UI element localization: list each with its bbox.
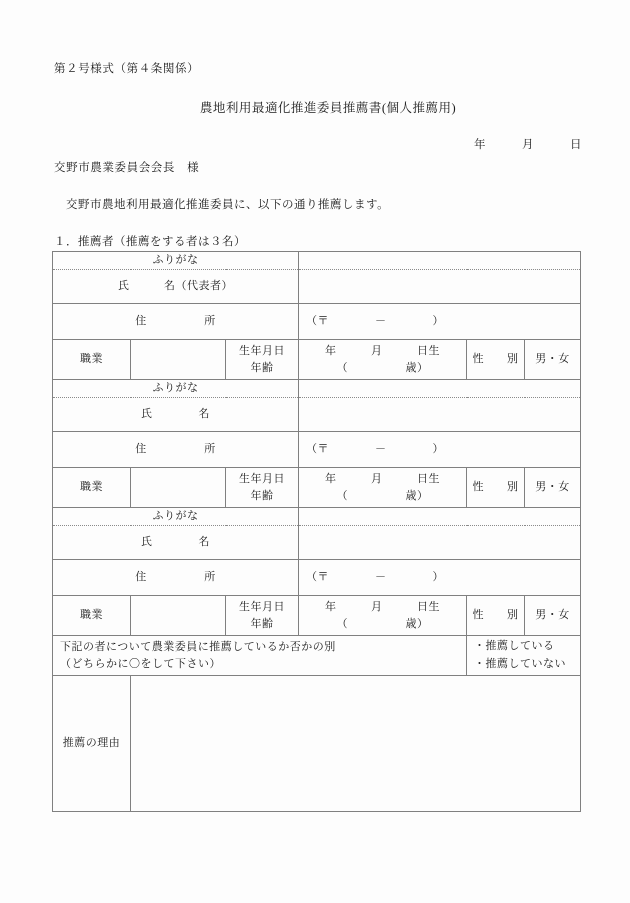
address-value-2[interactable] (299, 432, 581, 468)
gender-label-3: 性 別 (467, 596, 525, 636)
name-label-3: 氏 名 (53, 526, 299, 560)
birth-date-line-2: 年 月 日生 (325, 473, 441, 485)
furigana-label-3: ふりがな (53, 508, 299, 526)
table-row (53, 340, 581, 380)
birth-age-label-2 (226, 468, 299, 508)
table-row (53, 596, 581, 636)
table-row (53, 252, 581, 270)
recommend-status-option-no[interactable]: ・推薦していない (474, 657, 567, 670)
birth-age-value-3[interactable] (299, 596, 467, 636)
address-value-1[interactable] (299, 304, 581, 340)
recommend-status-question-line2: （どちらかに〇をして下さい） (60, 657, 221, 670)
gender-label-2: 性 別 (467, 468, 525, 508)
table-row (53, 526, 581, 560)
occupation-value-2[interactable] (131, 468, 226, 508)
age-label-1: 年齢 (250, 361, 274, 374)
name-value-2[interactable] (299, 398, 581, 432)
furigana-value-2[interactable] (299, 380, 581, 398)
table-row (53, 380, 581, 398)
birth-age-value-1[interactable] (299, 340, 467, 380)
recommend-status-options[interactable] (467, 636, 581, 676)
recommend-status-question (53, 636, 467, 676)
date-line: 年 月 日 (474, 139, 582, 151)
addressee-line: 交野市農業委員会会長 様 (54, 162, 200, 174)
gender-options-2[interactable]: 男・女 (525, 468, 581, 508)
furigana-label-1: ふりがな (53, 252, 299, 270)
address-label-1: 住 所 (53, 304, 299, 340)
age-line-1: （ 歳） (336, 361, 429, 374)
page-title: 農地利用最適化推進委員推薦書(個人推薦用) (199, 101, 457, 115)
birth-age-label-3 (226, 596, 299, 636)
furigana-label-2: ふりがな (53, 380, 299, 398)
table-row (53, 636, 581, 676)
table-row (53, 676, 581, 812)
postal-code-placeholder-2: （〒 － ） (306, 442, 445, 455)
address-label-2: 住 所 (53, 432, 299, 468)
recommend-status-question-line1: 下記の者について農業委員に推薦しているか否かの別 (60, 641, 336, 653)
body-sentence: 交野市農地利用最適化推進委員に、以下の通り推薦します。 (66, 199, 390, 211)
occupation-label-2: 職業 (53, 468, 131, 508)
address-label-3: 住 所 (53, 560, 299, 596)
table-row (53, 270, 581, 304)
table-row (53, 560, 581, 596)
reason-value[interactable] (131, 676, 581, 812)
address-value-3[interactable] (299, 560, 581, 596)
reason-label: 推薦の理由 (53, 676, 131, 812)
age-label-3: 年齢 (250, 617, 274, 630)
table-row (53, 508, 581, 526)
occupation-value-3[interactable] (131, 596, 226, 636)
section-heading-recommenders: １．推薦者（推薦をする者は３名） (54, 236, 246, 248)
birth-date-label-3: 生年月日 (239, 601, 286, 613)
postal-code-placeholder-3: （〒 － ） (306, 570, 445, 583)
name-value-1[interactable] (299, 270, 581, 304)
name-label-2: 氏 名 (53, 398, 299, 432)
furigana-value-1[interactable] (299, 252, 581, 270)
birth-date-label-1: 生年月日 (239, 345, 286, 357)
form-number: 第２号様式（第４条関係） (54, 63, 200, 75)
name-value-3[interactable] (299, 526, 581, 560)
birth-date-line-3: 年 月 日生 (325, 601, 441, 613)
postal-code-placeholder-1: （〒 － ） (306, 314, 445, 327)
birth-date-line-1: 年 月 日生 (325, 345, 441, 357)
age-label-2: 年齢 (250, 489, 274, 502)
birth-age-label-1 (226, 340, 299, 380)
recommender-table (52, 251, 581, 812)
birth-date-label-2: 生年月日 (239, 473, 286, 485)
age-line-3: （ 歳） (336, 617, 429, 630)
recommend-status-option-yes[interactable]: ・推薦している (474, 640, 555, 653)
occupation-value-1[interactable] (131, 340, 226, 380)
occupation-label-3: 職業 (53, 596, 131, 636)
birth-age-value-2[interactable] (299, 468, 467, 508)
gender-options-1[interactable]: 男・女 (525, 340, 581, 380)
name-label-1: 氏 名（代表者） (53, 270, 299, 304)
table-row (53, 432, 581, 468)
gender-options-3[interactable]: 男・女 (525, 596, 581, 636)
table-row (53, 304, 581, 340)
table-row (53, 398, 581, 432)
gender-label-1: 性 別 (467, 340, 525, 380)
furigana-value-3[interactable] (299, 508, 581, 526)
age-line-2: （ 歳） (336, 489, 429, 502)
table-row (53, 468, 581, 508)
occupation-label-1: 職業 (53, 340, 131, 380)
